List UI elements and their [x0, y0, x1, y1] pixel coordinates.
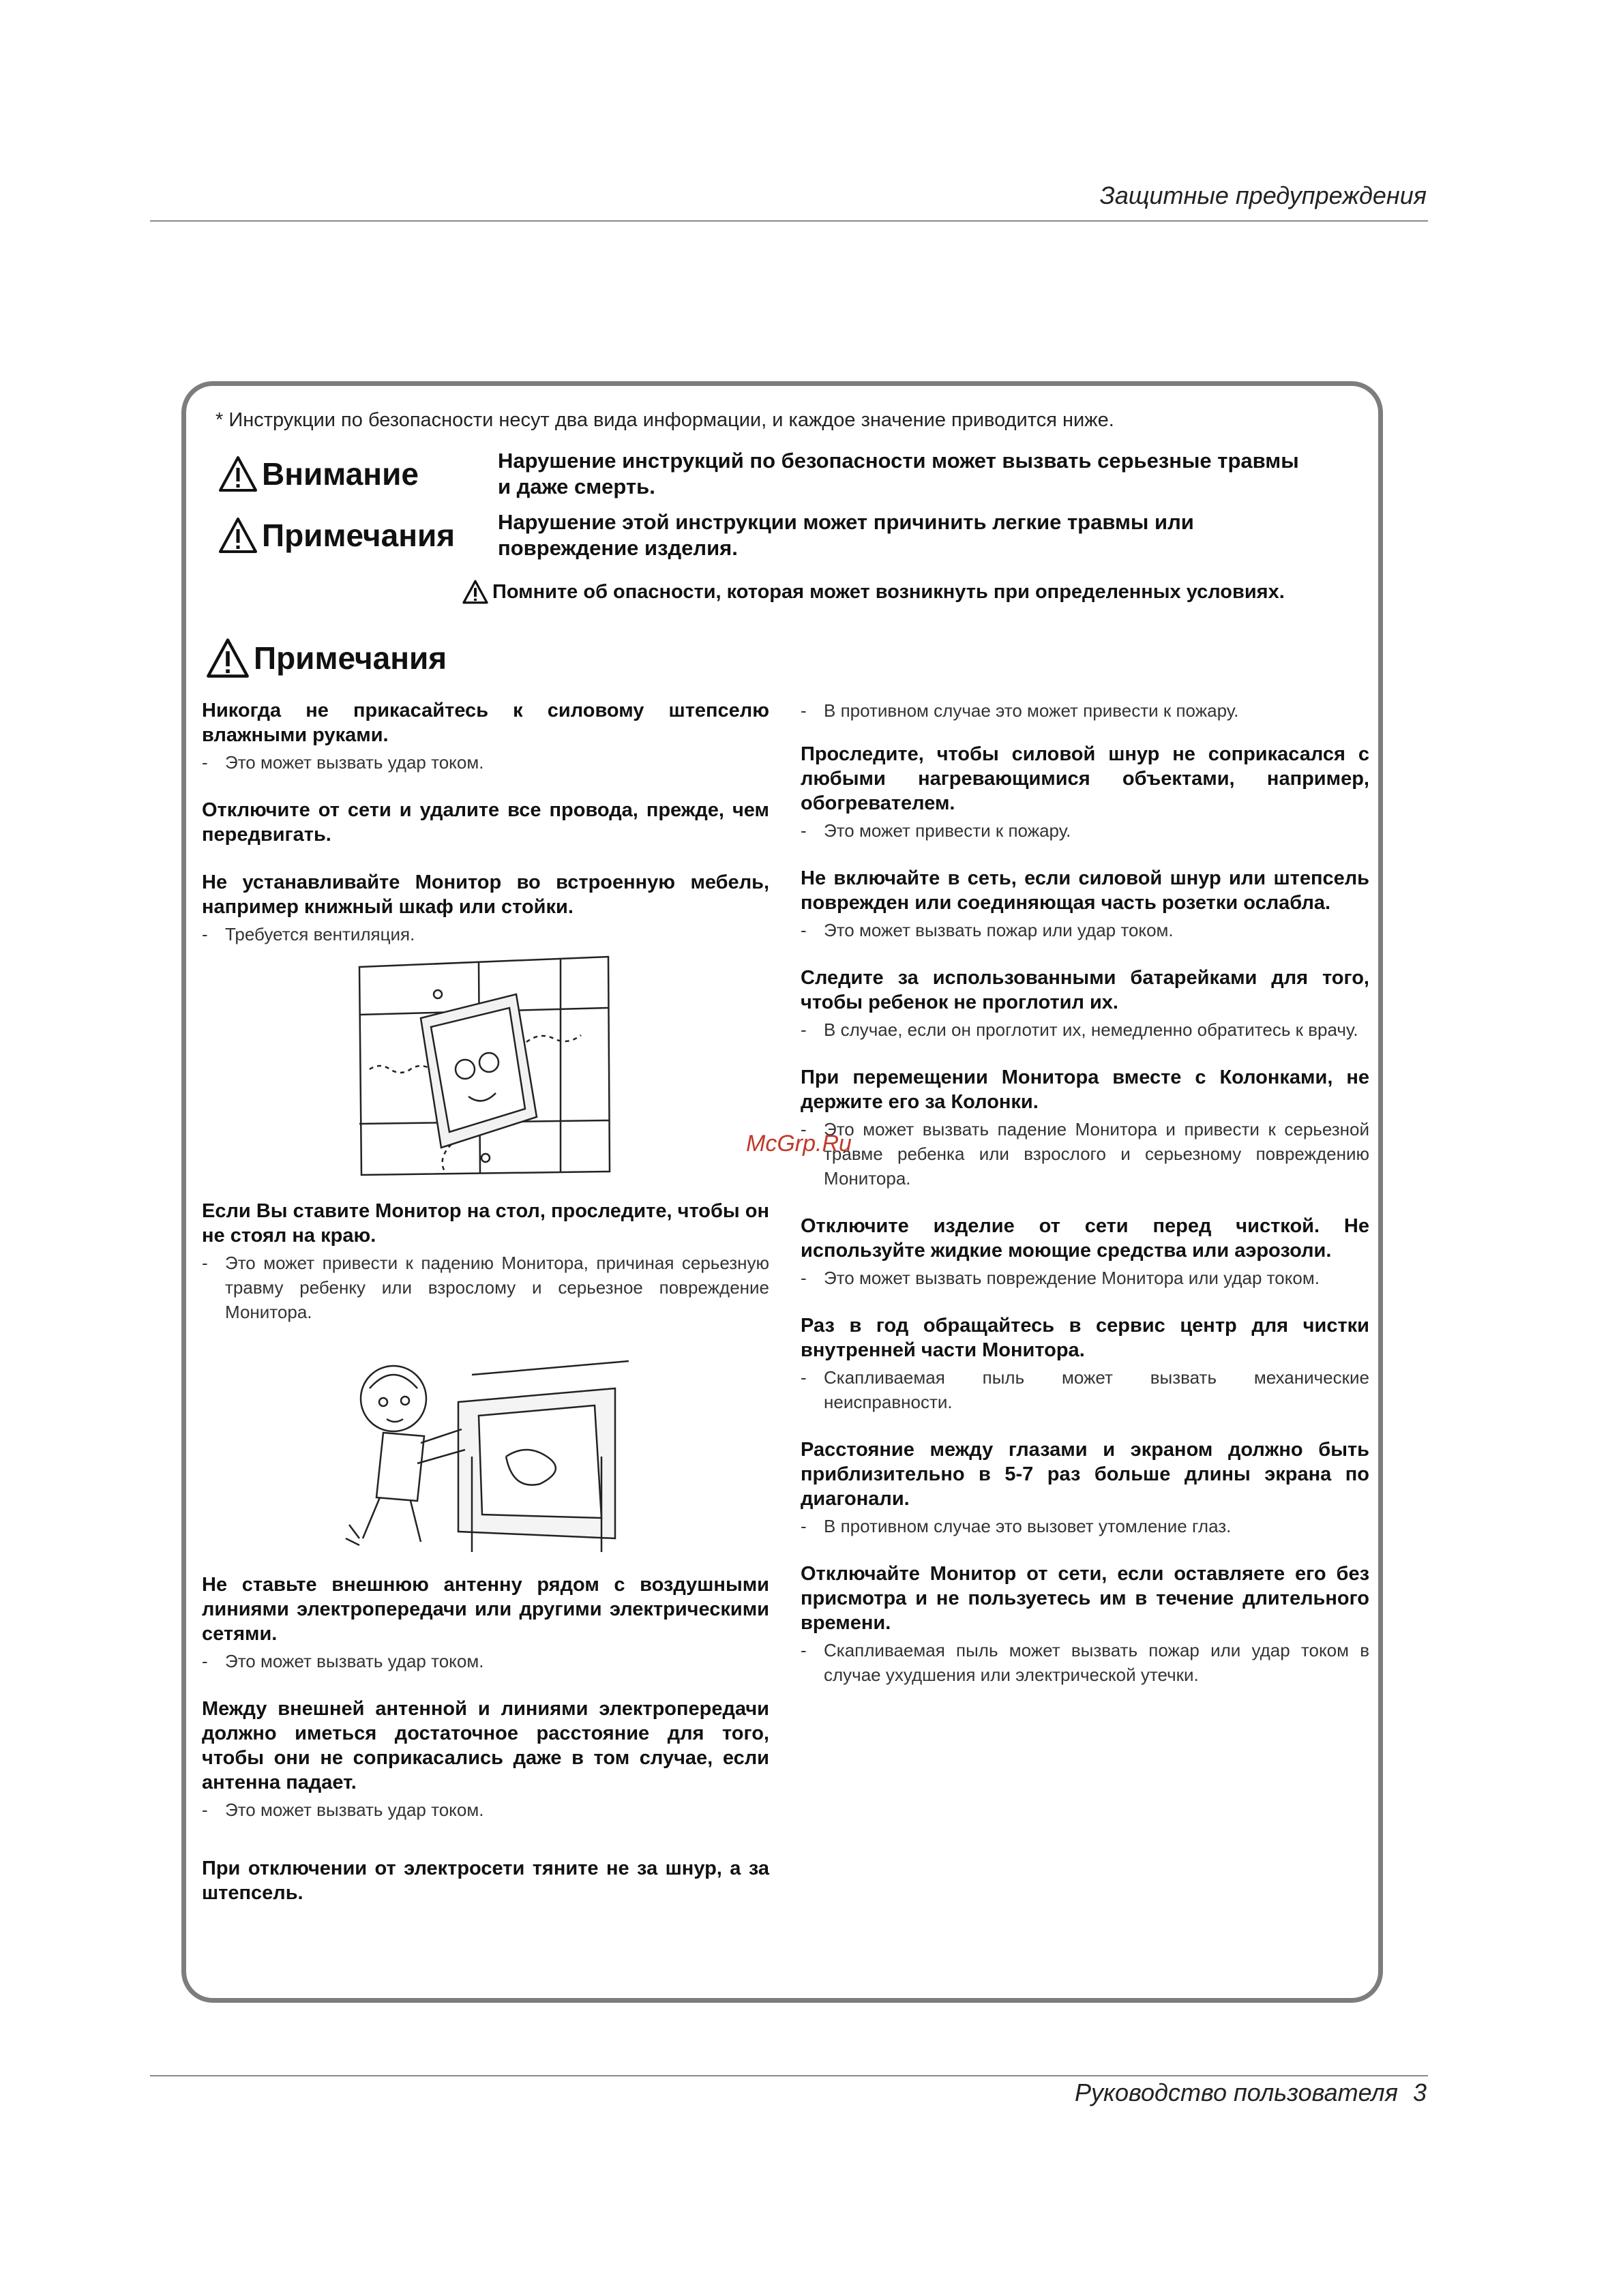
item-heading: Отключите от сети и удалите все провода, прежде, чем передвигать.	[202, 799, 769, 846]
list-item	[801, 1214, 1369, 1290]
item-heading: Проследите, чтобы силовой шнур не соприкасался с любыми нагревающимися объектами, например, обогревателем.	[801, 743, 1369, 814]
item-heading: Расстояние между глазами и экраном должно быть приблизительно в 5-7 раз больше длины экрана по диагонали.	[801, 1439, 1369, 1510]
warning-triangle-icon	[218, 456, 258, 492]
page-number: 3	[1412, 2078, 1427, 2106]
item-note: - Это может привести к пожару.	[801, 818, 1369, 843]
item-heading: Между внешней антенной и линиями электропередачи должно иметься достаточное расстояние для того, чтобы они не соприкасались даже в том случае, если антенна падает.	[202, 1698, 769, 1793]
legend-definition: Нарушение этой инструкции может причинить легкие травмы или повреждение изделия.	[498, 510, 1194, 560]
footer-divider	[150, 2075, 1428, 2076]
falling-monitor-illustration	[342, 1347, 629, 1552]
item-note: - Это может привести к падению Монитора, причиная серьезную травму ребенку или взрослому и серьезное повреждение Монитора.	[202, 1251, 769, 1324]
item-heading: Раз в год обращайтесь в сервис центр для чистки внутренней части Монитора.	[801, 1315, 1369, 1361]
builtin-furniture-illustration	[356, 953, 615, 1178]
item-note: - Это может вызвать падение Монитора и привести к серьезной травме ребенка или взрослого и серьезному повреждению Монитора.	[801, 1117, 1369, 1191]
footer-title: Руководство пользователя	[1075, 2078, 1398, 2106]
list-item	[801, 966, 1369, 1042]
list-item	[801, 742, 1369, 843]
item-heading: При перемещении Монитора вместе с Колонками, не держите его за Колонки.	[801, 1067, 1369, 1113]
item-note: - В случае, если он проглотит их, немедленно обратитесь к врачу.	[801, 1017, 1369, 1042]
watermark-text: McGrp.Ru	[746, 1131, 852, 1157]
page-footer	[1075, 2078, 1427, 2107]
list-item	[801, 698, 1369, 723]
list-item	[801, 1313, 1369, 1414]
list-item	[202, 870, 769, 946]
intro-text	[215, 409, 1114, 432]
list-item	[202, 798, 769, 847]
item-heading: Если Вы ставите Монитор на стол, проследите, чтобы он не стоял на краю.	[202, 1200, 769, 1247]
item-note: - Это может вызвать удар током.	[202, 1649, 769, 1673]
right-column	[801, 698, 1369, 1710]
item-note: - Скапливаемая пыль может вызвать пожар или удар током в случае ухудшения или электрической утечки.	[801, 1638, 1369, 1687]
intro-marker: *	[215, 409, 224, 431]
intro-body: Инструкции по безопасности несут два вида информации, и каждое значение приводится ниже.	[228, 409, 1114, 431]
item-note: - Это может вызвать удар током.	[202, 1798, 769, 1822]
list-item	[202, 1697, 769, 1822]
list-item	[202, 1199, 769, 1324]
item-heading: Не ставьте внешнюю антенну рядом с воздушными линиями электропередачи или другими электрическими сетями.	[202, 1574, 769, 1645]
item-heading: Не устанавливайте Монитор во встроенную мебель, например книжный шкаф или стойки.	[202, 871, 769, 918]
left-column	[202, 698, 769, 1928]
item-heading: При отключении от электросети тяните не за шнур, а за штепсель.	[202, 1858, 769, 1904]
header-divider	[150, 220, 1428, 222]
item-note: - В противном случае это вызовет утомление глаз.	[801, 1514, 1369, 1538]
item-heading: Не включайте в сеть, если силовой шнур или штепсель поврежден или соединяющая часть розетки ослабла.	[801, 867, 1369, 914]
warning-triangle-icon	[206, 638, 250, 679]
legend-note	[218, 510, 1194, 560]
item-note: - Скапливаемая пыль может вызвать механические неисправности.	[801, 1365, 1369, 1414]
section-title-text: Примечания	[254, 640, 447, 676]
page-header-title: Защитные предупреждения	[1099, 181, 1427, 209]
item-note: - Это может вызвать пожар или удар током.	[801, 918, 1369, 942]
item-note: - В противном случае это может привести к пожару.	[801, 698, 1369, 723]
list-item	[202, 1572, 769, 1673]
list-item	[202, 1856, 769, 1905]
remember-note	[462, 580, 1285, 604]
item-heading: Следите за использованными батарейками для того, чтобы ребенок не проглотил их.	[801, 967, 1369, 1013]
item-heading: Отключите изделие от сети перед чисткой. Не используйте жидкие моющие средства или аэрозоли.	[801, 1215, 1369, 1262]
remember-text: Помните об опасности, которая может возникнуть при определенных условиях.	[492, 580, 1285, 603]
item-note: - Требуется вентиляция.	[202, 922, 769, 946]
list-item	[202, 698, 769, 775]
legend-warning	[218, 449, 1299, 498]
warning-triangle-icon	[218, 517, 258, 554]
section-title	[206, 638, 447, 679]
legend-definition: Нарушение инструкций по безопасности может вызвать серьезные травмы и даже смерть.	[498, 449, 1299, 498]
list-item	[801, 866, 1369, 942]
legend-term: Внимание	[262, 456, 419, 492]
list-item	[801, 1065, 1369, 1191]
list-item	[801, 1437, 1369, 1538]
list-item	[801, 1562, 1369, 1687]
warning-triangle-icon	[462, 580, 488, 604]
item-note: - Это может вызвать повреждение Монитора или удар током.	[801, 1266, 1369, 1290]
item-heading: Отключайте Монитор от сети, если оставляете его без присмотра и не пользуетесь им в течение длительного времени.	[801, 1563, 1369, 1634]
legend-term: Примечания	[262, 518, 456, 553]
item-note: - Это может вызвать удар током.	[202, 750, 769, 775]
item-heading: Никогда не прикасайтесь к силовому штепселю влажными руками.	[202, 700, 769, 746]
